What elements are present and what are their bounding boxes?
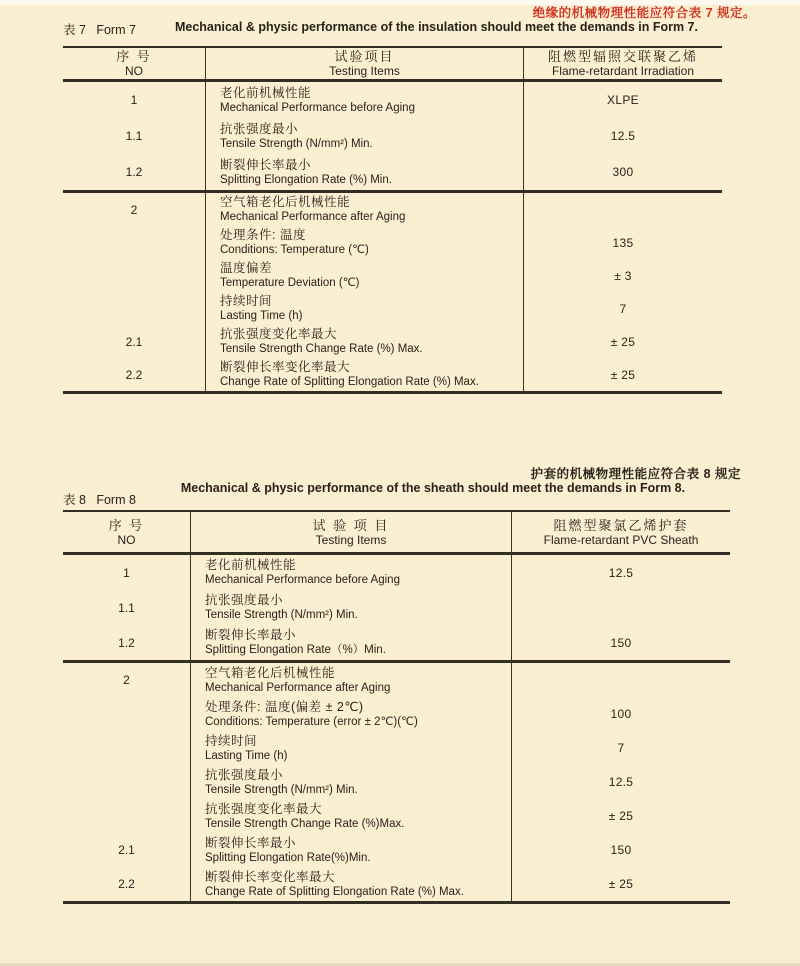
- form7-header-val-en: Flame-retardant Irradiation: [551, 64, 695, 78]
- table-row: [205, 154, 523, 190]
- row-no: 2.2: [125, 367, 143, 382]
- table-row: [190, 663, 511, 697]
- form8-title: Mechanical & physic performance of the sheath should meet the demands in Form 8.: [180, 481, 686, 495]
- row-no: [63, 765, 190, 799]
- row-en: Change Rate of Splitting Elongation Rate (%) Max.: [220, 376, 479, 388]
- row-en: Tensile Strength Change Rate (%)Max.: [205, 817, 405, 830]
- row-no: [63, 731, 190, 765]
- form7-table: [63, 46, 722, 394]
- form7-header-item: [205, 48, 523, 79]
- row-value: ± 3: [523, 259, 722, 292]
- form7-header-item-en: Testing Items: [329, 64, 400, 78]
- row-zh: 断裂伸长率最小: [205, 835, 297, 850]
- form8-header-item-en: Testing Items: [315, 532, 387, 547]
- row-no: [63, 292, 205, 325]
- row-value: 150: [511, 625, 730, 660]
- form8-label: 表 8 Form 8: [63, 493, 136, 507]
- row-no: [63, 697, 190, 731]
- row-en: Mechanical Performance after Aging: [220, 211, 406, 223]
- form7-header-row: [63, 48, 722, 82]
- row-value: 135: [523, 226, 722, 259]
- form8-table: [63, 510, 730, 904]
- form8-title-row: [63, 481, 730, 508]
- table-row: [205, 82, 523, 118]
- form8-header-item-zh: 试 验 项 目: [312, 517, 390, 533]
- row-value: 100: [511, 697, 730, 731]
- row-en: Conditions: Temperature (error ± 2℃)(℃): [205, 715, 418, 728]
- row-no: 1.1: [118, 600, 135, 615]
- row-zh: 持续时间: [220, 294, 273, 308]
- form7-title: Mechanical & physic performance of the insulation should meet the demands in Form 7.: [174, 20, 698, 34]
- row-value: 12.5: [511, 765, 730, 799]
- table-row: [190, 867, 511, 901]
- form8-section-2: [63, 663, 730, 904]
- table-row: [190, 697, 511, 731]
- row-zh: 处理条件: 温度(偏差 ± 2℃): [205, 699, 364, 714]
- form7-annotation: 绝缘的机械物理性能应符合表 7 规定。: [532, 6, 756, 20]
- row-value: ± 25: [511, 867, 730, 901]
- form7-header-val: [523, 48, 722, 79]
- form8-header-no: [63, 512, 190, 552]
- table-row: [190, 765, 511, 799]
- form8-header-item: [190, 512, 511, 552]
- row-no: 2.1: [118, 843, 135, 857]
- row-no: 2: [130, 202, 138, 217]
- form7-title-row: [63, 20, 737, 38]
- row-zh: 老化前机械性能: [205, 558, 297, 572]
- form8-header-val: [511, 512, 730, 552]
- form7-section-2: [63, 193, 722, 394]
- row-en: Lasting Time (h): [220, 310, 303, 322]
- form7-section-1: [63, 82, 722, 193]
- form8-annotation: 护套的机械物理性能应符合表 8 规定: [530, 467, 741, 481]
- table-row: [190, 625, 511, 660]
- row-zh: 空气箱老化后机械性能: [205, 665, 336, 680]
- row-zh: 抗张强度最小: [205, 593, 284, 607]
- row-value: 12.5: [511, 555, 730, 590]
- row-zh: 温度偏差: [220, 261, 273, 275]
- form7-header-val-zh: 阻燃型辐照交联聚乙烯: [547, 49, 698, 64]
- table-row: [205, 292, 523, 325]
- table-row: [205, 325, 523, 358]
- row-value: [511, 590, 730, 625]
- form7-header-no-en: NO: [125, 64, 143, 78]
- row-zh: 断裂伸长率最小: [220, 157, 312, 172]
- row-en: Tensile Strength Change Rate (%) Max.: [220, 343, 423, 355]
- row-zh: 处理条件: 温度: [220, 228, 306, 242]
- form8-header-no-en: NO: [117, 532, 136, 547]
- row-zh: 抗张强度最小: [205, 767, 284, 782]
- table-row: [190, 555, 511, 590]
- row-value: 7: [511, 731, 730, 765]
- row-en: Tensile Strength (N/mm²) Min.: [220, 137, 373, 150]
- row-value: [523, 193, 722, 226]
- table-row: [205, 226, 523, 259]
- row-en: Mechanical Performance before Aging: [205, 574, 400, 586]
- row-en: Change Rate of Splitting Elongation Rate (%) Max.: [205, 885, 464, 898]
- row-no: [63, 259, 205, 292]
- form8-header-val-en: Flame-retardant PVC Sheath: [543, 532, 699, 547]
- table-row: [205, 118, 523, 154]
- row-zh: 持续时间: [205, 733, 258, 748]
- row-value: 12.5: [523, 118, 722, 154]
- row-value: 7: [523, 292, 722, 325]
- row-value: 300: [523, 154, 722, 190]
- row-zh: 抗张强度最小: [220, 121, 299, 136]
- table-row: [190, 731, 511, 765]
- row-zh: 抗张强度变化率最大: [220, 327, 338, 341]
- row-zh: 空气箱老化后机械性能: [220, 195, 351, 209]
- row-value: 150: [511, 833, 730, 867]
- row-value: ± 25: [523, 325, 722, 358]
- form8-header-row: [63, 512, 730, 555]
- row-en: Tensile Strength (N/mm²) Min.: [205, 609, 358, 621]
- row-en: Splitting Elongation Rate（%）Min.: [205, 644, 386, 656]
- row-no: 2.2: [118, 877, 135, 891]
- row-no: 1: [130, 93, 138, 107]
- row-no: 1: [123, 565, 130, 580]
- form7-header-item-zh: 试验项目: [334, 49, 395, 64]
- row-en: Mechanical Performance before Aging: [220, 101, 415, 114]
- row-no: [63, 226, 205, 259]
- table-row: [190, 833, 511, 867]
- row-value: ± 25: [523, 358, 722, 391]
- row-en: Splitting Elongation Rate(%)Min.: [205, 851, 371, 864]
- form8-header-val-zh: 阻燃型聚氯乙烯护套: [553, 517, 689, 533]
- form7-header-no: [63, 48, 205, 79]
- row-en: Mechanical Performance after Aging: [205, 681, 391, 694]
- row-no: 1.2: [118, 635, 135, 650]
- row-value: ± 25: [511, 799, 730, 833]
- table-row: [205, 259, 523, 292]
- form8-header-no-zh: 序 号: [108, 517, 145, 533]
- form7-header-no-zh: 序 号: [116, 49, 152, 64]
- row-en: Lasting Time (h): [205, 749, 288, 762]
- row-zh: 抗张强度变化率最大: [205, 801, 323, 816]
- table-row: [190, 799, 511, 833]
- row-en: Conditions: Temperature (℃): [220, 244, 369, 256]
- row-no: 1.2: [125, 165, 143, 179]
- row-zh: 断裂伸长率变化率最大: [220, 360, 351, 374]
- row-en: Splitting Elongation Rate (%) Min.: [220, 173, 392, 186]
- row-en: Temperature Deviation (℃): [220, 277, 360, 289]
- row-no: 2.1: [125, 334, 143, 349]
- table-row: [190, 590, 511, 625]
- row-zh: 断裂伸长率最小: [205, 628, 297, 642]
- form8-section-1: [63, 555, 730, 663]
- row-zh: 断裂伸长率变化率最大: [205, 869, 336, 884]
- row-no: 2: [123, 673, 130, 687]
- row-value: XLPE: [523, 82, 722, 118]
- row-en: Tensile Strength (N/mm²) Min.: [205, 783, 358, 796]
- form7-label: 表 7 Form 7: [63, 23, 136, 37]
- row-no: [63, 799, 190, 833]
- table-row: [205, 193, 523, 226]
- row-no: 1.1: [125, 129, 143, 143]
- table-row: [205, 358, 523, 391]
- row-value: [511, 663, 730, 697]
- row-zh: 老化前机械性能: [220, 85, 312, 100]
